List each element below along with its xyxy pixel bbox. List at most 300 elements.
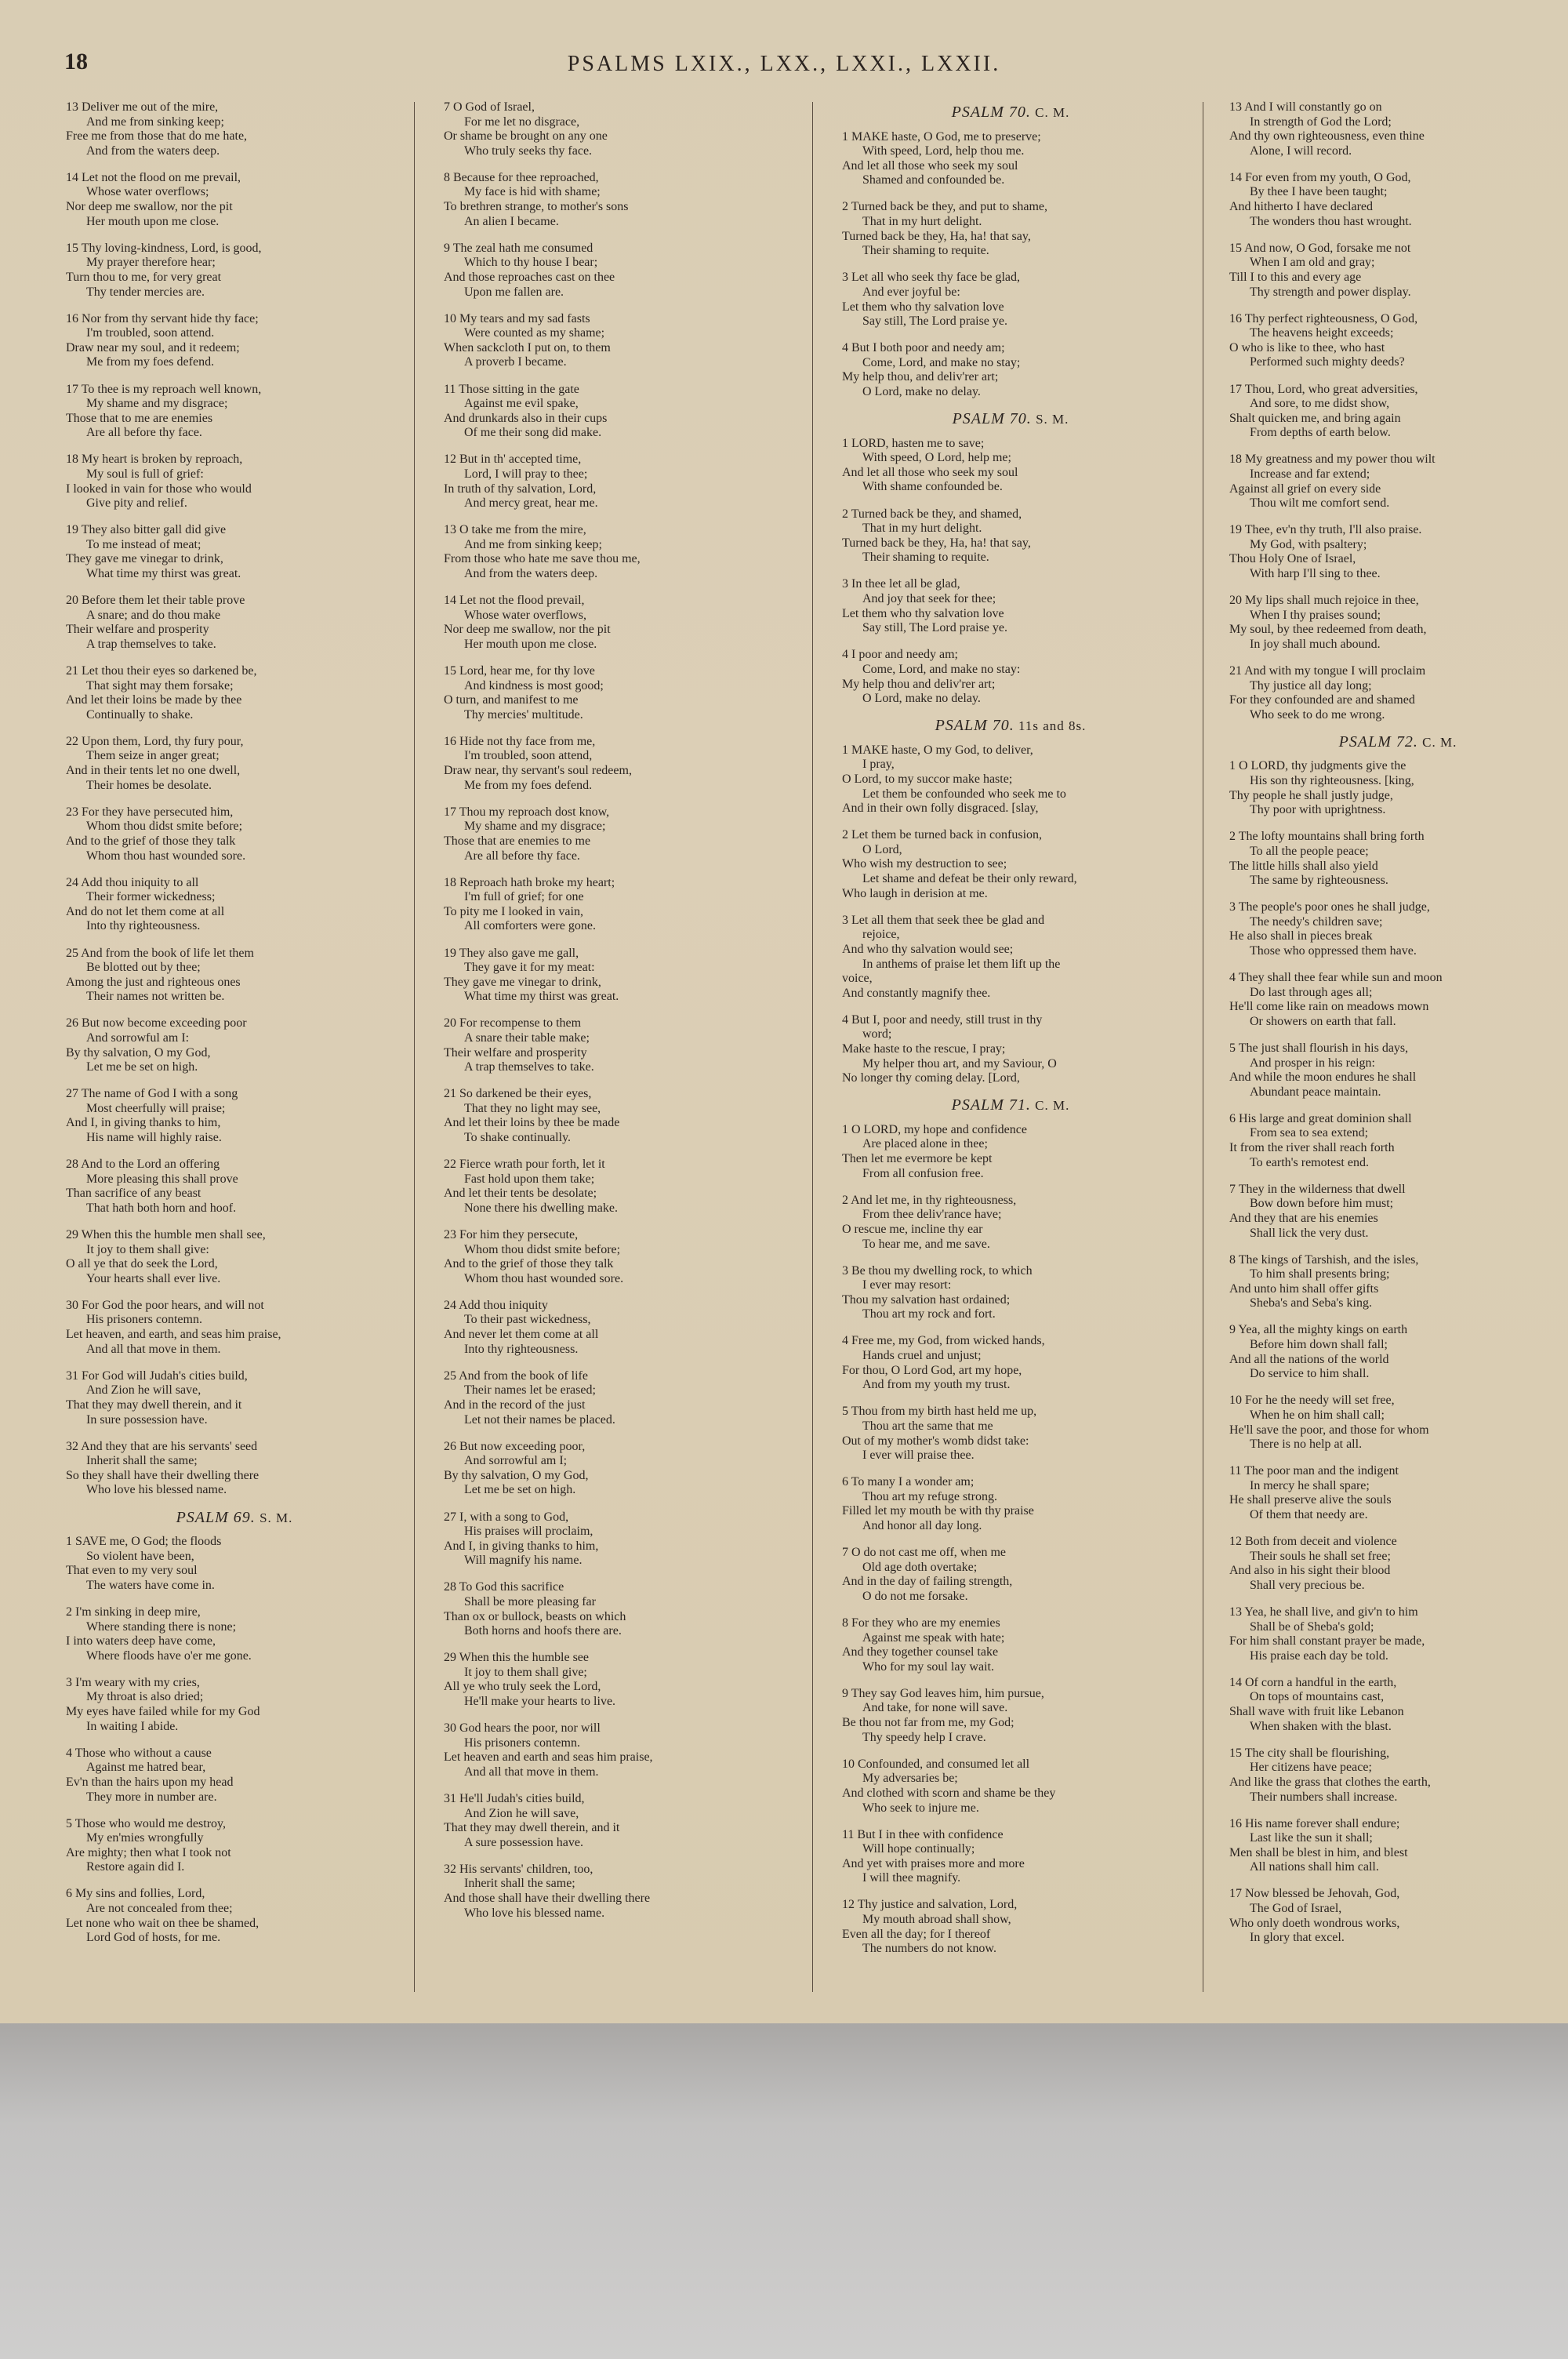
verse-line: That in my hurt delight. (862, 215, 982, 229)
verse-line: I will thee magnify. (862, 1871, 961, 1885)
verse-line: Whose water overflows; (86, 185, 209, 199)
verse-line: And from my youth my trust. (862, 1378, 1011, 1392)
verse (1229, 1253, 1566, 1311)
verse-line: That they may dwell therein, and it (66, 1398, 242, 1412)
verse-line: My soul is full of grief: (86, 467, 204, 481)
verse-line: For thou, O Lord God, art my hope, (842, 1363, 1022, 1377)
verse-line: 2 Turned back be they, and put to shame, (842, 200, 1048, 214)
verse-line: 24 Add thou iniquity to all (66, 875, 199, 889)
verse-line: It from the river shall reach forth (1229, 1141, 1395, 1155)
verse (842, 1405, 1179, 1463)
verse-line: He'll save the poor, and those for whom (1229, 1423, 1429, 1437)
verse-line: My adversaries be; (862, 1772, 958, 1786)
verse (444, 947, 781, 1005)
verse-line: And do not let them come at all (66, 904, 225, 918)
verse-line: And sorrowful am I; (464, 1454, 568, 1468)
verse-line: The heavens height exceeds; (1250, 326, 1394, 340)
verse-line: And honor all day long. (862, 1519, 982, 1532)
verse-line: O do not me forsake. (862, 1589, 968, 1603)
verse-line: 1 O LORD, thy judgments give the (1229, 759, 1406, 773)
verse-line: That they may dwell therein, and it (444, 1821, 620, 1835)
verse (1229, 1394, 1566, 1452)
verse-line: And in their tents let no one dwell, (66, 764, 241, 778)
column-4 (1229, 100, 1566, 1957)
verse-line: 11 But I in thee with confidence (842, 1827, 1004, 1841)
verse-line: Them seize in anger great; (86, 749, 220, 763)
verse-line: The needy's children save; (1250, 914, 1383, 929)
verse-line: To earth's remotest end. (1250, 1155, 1369, 1169)
verse-line: Their former wickedness; (86, 890, 216, 904)
verse (66, 1676, 403, 1734)
verse (444, 1087, 781, 1145)
verse-line: Who for my soul lay wait. (862, 1659, 994, 1674)
verse-line: 9 The zeal hath me consumed (444, 241, 593, 255)
verse-line: In mercy he shall spare; (1250, 1478, 1370, 1492)
verse-line: And all that move in them. (464, 1765, 599, 1779)
verse-line: To me instead of meat; (86, 537, 201, 551)
verse-line: I looked in vain for those who would (66, 482, 252, 496)
verse-line: Those that to me are enemies (66, 411, 213, 425)
verse-line: Or shame be brought on any one (444, 129, 608, 144)
verse-line: 13 And I will constantly go on (1229, 100, 1382, 114)
verse-line: O Lord, (862, 842, 902, 856)
column-2 (444, 100, 781, 1933)
verse (842, 1687, 1179, 1745)
verse-line: 4 I poor and needy am; (842, 648, 958, 662)
verse-line: 6 To many I a wonder am; (842, 1475, 975, 1489)
verse-line: Who seek to do me wrong. (1250, 707, 1385, 722)
verse-line: I'm troubled, soon attend. (86, 326, 215, 340)
verse (444, 523, 781, 581)
verse-line: A snare; and do thou make (86, 608, 221, 622)
column-1 (66, 100, 403, 1957)
verse-line: All ye who truly seek the Lord, (444, 1680, 601, 1694)
column-divider (812, 102, 813, 1992)
verse (842, 507, 1179, 565)
verse-line: 3 Let all them that seek thee be glad and (842, 913, 1045, 927)
verse-line: Turned back be they, Ha, ha! that say, (842, 536, 1031, 550)
verse-line: rejoice, (862, 928, 900, 942)
verse-line: Their homes be desolate. (86, 778, 212, 792)
verse (66, 1158, 403, 1216)
verse (444, 383, 781, 441)
verse-line: And drunkards also in their cups (444, 411, 608, 425)
column-3 (842, 100, 1179, 1968)
verse-line: Thy mercies' multitude. (464, 707, 583, 722)
verse-line: For they confounded are and shamed (1229, 693, 1415, 707)
verse (842, 1757, 1179, 1816)
verse-line: voice, (842, 972, 873, 986)
verse (1229, 383, 1566, 441)
verse-line: In glory that excel. (1250, 1931, 1345, 1945)
verse-line: The waters have come in. (86, 1578, 215, 1592)
verse-line: 14 Let not the flood on me prevail, (66, 170, 241, 184)
verse (66, 1016, 403, 1074)
verse-line: And clothed with scorn and shame be they (842, 1786, 1056, 1800)
verse-line: Shamed and confounded be. (862, 173, 1005, 187)
verse-line: They gave me vinegar to drink, (444, 975, 601, 989)
verse-line: Shall very precious be. (1250, 1578, 1365, 1592)
verse-line: Say still, The Lord praise ye. (862, 621, 1007, 635)
verse-line: A trap themselves to take. (464, 1060, 594, 1074)
verse-line: Nor deep me swallow, nor the pit (66, 200, 233, 214)
verse-line: Into thy righteousness. (464, 1342, 579, 1356)
verse-line: Make haste to the rescue, I pray; (842, 1041, 1006, 1056)
verse-line: 30 For God the poor hears, and will not (66, 1298, 264, 1312)
verse-line: 31 For God will Judah's cities build, (66, 1369, 248, 1383)
scan-background (0, 2023, 1568, 2359)
verse-line: For me let no disgrace, (464, 114, 580, 129)
verse-line: Thy poor with uprightness. (1250, 803, 1386, 817)
verse-line: And me from sinking keep; (86, 114, 224, 129)
verse-line: 14 Let not the flood prevail, (444, 594, 585, 608)
verse-line: What time my thirst was great. (86, 567, 241, 581)
psalm-heading (66, 1510, 403, 1526)
verse (66, 242, 403, 300)
verse-line: My help thou, and deliv'rer art; (842, 370, 999, 384)
verse (1229, 1747, 1566, 1805)
verse-line: 32 His servants' children, too, (444, 1862, 593, 1876)
verse-line: And let all those who seek my soul (842, 158, 1018, 173)
verse-line: Inherit shall the same; (86, 1454, 198, 1468)
verse-line: It joy to them shall give; (464, 1665, 587, 1679)
verse (444, 242, 781, 300)
verse-line: 7 They in the wilderness that dwell (1229, 1182, 1406, 1196)
verse-line: 16 Thy perfect righteousness, O God, (1229, 311, 1418, 325)
verse-line: The little hills shall also yield (1229, 859, 1378, 873)
verse-line: Were counted as my shame; (464, 326, 605, 340)
verse-line: He'll make your hearts to live. (464, 1695, 616, 1709)
verse-line: Let shame and defeat be their only reward, (862, 872, 1077, 886)
verse-line: 3 Let all who seek thy face be glad, (842, 271, 1021, 285)
verse-line: Come, Lord, and make no stay; (862, 355, 1021, 369)
psalm-heading (1229, 732, 1566, 751)
verse-line: The God of Israel, (1250, 1902, 1342, 1916)
verse-line: 1 MAKE haste, O God, me to preserve; (842, 129, 1041, 144)
verse-line: And all the nations of the world (1229, 1352, 1389, 1366)
verse-line: I ever will praise thee. (862, 1448, 975, 1463)
verse (444, 1721, 781, 1779)
verse (66, 1087, 403, 1145)
verse (66, 735, 403, 793)
verse-line: 4 They shall thee fear while sun and moon (1229, 971, 1443, 985)
verse-line: Thy people he shall justly judge, (1229, 788, 1393, 802)
verse (66, 1817, 403, 1875)
verse-line: And I, in giving thanks to him, (444, 1539, 599, 1553)
verse-line: My face is hid with shame; (464, 185, 601, 199)
verse-line: I'm troubled, soon attend, (464, 749, 593, 763)
verse-line: Her citizens have peace; (1250, 1761, 1372, 1775)
verse (1229, 759, 1566, 817)
verse-line: From depths of earth below. (1250, 426, 1391, 440)
verse (842, 1334, 1179, 1392)
verse (444, 664, 781, 722)
verse-line: O Lord, to my succor make haste; (842, 772, 1013, 786)
verse-line: 4 But I, poor and needy, still trust in thy (842, 1012, 1043, 1027)
verse-line: Who wish my destruction to see; (842, 857, 1007, 871)
verse-line: He also shall in pieces break (1229, 929, 1373, 943)
verse-line: Shalt quicken me, and bring again (1229, 411, 1401, 425)
verse-line: 12 But in th' accepted time, (444, 453, 582, 467)
verse-line: Than ox or bullock, beasts on which (444, 1609, 626, 1623)
verse-line: 29 When this the humble see (444, 1651, 589, 1665)
verse-line: And they together counsel take (842, 1645, 999, 1659)
verse-line: When I thy praises sound; (1250, 608, 1381, 622)
verse-line: Let none who wait on thee be shamed, (66, 1916, 260, 1930)
verse-line: Where standing there is none; (86, 1619, 237, 1634)
verse-line: 13 Deliver me out of the mire, (66, 100, 219, 114)
verse (66, 876, 403, 934)
verse-line: That even to my very soul (66, 1564, 198, 1578)
verse-line: And Zion he will save, (464, 1806, 579, 1820)
verse-line: My soul, by thee redeemed from death, (1229, 623, 1427, 637)
verse (842, 648, 1179, 706)
verse-line: To their past wickedness, (464, 1313, 591, 1327)
verse (66, 453, 403, 511)
verse-line: Filled let my mouth be with thy praise (842, 1504, 1034, 1518)
verse-line: By thy salvation, O my God, (444, 1468, 589, 1482)
verse-line: And also in his sight their blood (1229, 1564, 1391, 1578)
verse-line: Thou my salvation hast ordained; (842, 1292, 1011, 1307)
verse-line: No longer thy coming delay. [Lord, (842, 1071, 1020, 1085)
verse (842, 271, 1179, 329)
verse-line: Thy justice all day long; (1250, 678, 1372, 692)
verse-line: That sight may them forsake; (86, 678, 234, 692)
verse-line: Thy tender mercies are. (86, 285, 205, 299)
verse-line: Old age doth overtake; (862, 1560, 978, 1574)
psalm-meter: 11s and 8s. (1014, 718, 1087, 734)
verse-line: O Lord, make no delay. (862, 692, 981, 706)
verse-line: 7 O God of Israel, (444, 100, 535, 114)
verse-line: 3 I'm weary with my cries, (66, 1675, 200, 1689)
psalm-meter: C. M. (1417, 734, 1457, 750)
verse-line: 20 For recompense to them (444, 1016, 582, 1030)
verse-line: Or showers on earth that fall. (1250, 1014, 1396, 1028)
verse-line: Upon me fallen are. (464, 285, 564, 299)
verse-line: O all ye that do seek the Lord, (66, 1257, 218, 1271)
verse-line: Those who oppressed them have. (1250, 944, 1417, 958)
verse-line: 12 Thy justice and salvation, Lord, (842, 1898, 1018, 1912)
verse-line: Thou art the same that me (862, 1419, 993, 1433)
verse-line: 9 They say God leaves him, him pursue, (842, 1686, 1044, 1700)
verse (1229, 1887, 1566, 1945)
verse-line: Let them be confounded who seek me to (862, 787, 1066, 801)
verse-line: Her mouth upon me close. (86, 214, 220, 228)
verse-line: Continually to shake. (86, 707, 194, 722)
verse (444, 100, 781, 158)
verse-line: Whose water overflows, (464, 608, 586, 622)
verse (66, 312, 403, 370)
verse-line: And to the grief of those they talk (444, 1257, 614, 1271)
verse-line: With shame confounded be. (862, 480, 1003, 494)
verse-line: That in my hurt delight. (862, 522, 982, 536)
verse-line: 1 SAVE me, O God; the floods (66, 1535, 222, 1549)
verse-line: Alone, I will record. (1250, 144, 1352, 158)
verse-line: In anthems of praise let them lift up the (862, 957, 1061, 971)
verse-line: 17 Now blessed be Jehovah, God, (1229, 1887, 1400, 1901)
verse-line: They more in number are. (86, 1790, 217, 1804)
verse-line: Do service to him shall. (1250, 1367, 1370, 1381)
verse-line: Thou art my refuge strong. (862, 1489, 997, 1503)
verse-line: 8 The kings of Tarshish, and the isles, (1229, 1252, 1419, 1267)
verse-line: To pity me I looked in vain, (444, 904, 583, 918)
verse-line: Nor deep me swallow, nor the pit (444, 623, 611, 637)
verse (1229, 1817, 1566, 1875)
verse (1229, 453, 1566, 511)
verse-line: Their shaming to requite. (862, 244, 989, 258)
verse-line: Who love his blessed name. (86, 1483, 227, 1497)
verse (444, 1580, 781, 1638)
verse-line: And prosper in his reign: (1250, 1056, 1375, 1070)
psalm-heading (842, 412, 1179, 427)
verse-line: Sheba's and Seba's king. (1250, 1296, 1372, 1310)
verse-line: Are mighty; then what I took not (66, 1845, 231, 1859)
verse-line: 19 Thee, ev'n thy truth, I'll also praise. (1229, 523, 1422, 537)
column-divider (414, 102, 415, 1992)
verse-line: And constantly magnify thee. (842, 986, 991, 1000)
verse-line: They gave it for my meat: (464, 961, 595, 975)
verse-line: 17 Thou my reproach dost know, (444, 805, 610, 819)
verse-line: My help thou and deliv'rer art; (842, 677, 996, 691)
verse-line: And Zion he will save, (86, 1383, 201, 1398)
verse-line: And hitherto I have declared (1229, 200, 1374, 214)
verse-line: 10 For he the needy will set free, (1229, 1394, 1395, 1408)
verse-line: Shall wave with fruit like Lebanon (1229, 1705, 1404, 1719)
verse-line: 21 Let thou their eyes so darkened be, (66, 664, 257, 678)
psalm-heading (842, 1098, 1179, 1114)
verse-line: His praises will proclaim, (464, 1525, 593, 1539)
verse (842, 1475, 1179, 1533)
verse-line: 21 And with my tongue I will proclaim (1229, 664, 1426, 678)
verse-line: Let me be set on high. (464, 1483, 576, 1497)
verse-line: And from the waters deep. (464, 567, 598, 581)
verse-line: His prisoners contemn. (86, 1313, 202, 1327)
verse-line: When he on him shall call; (1250, 1408, 1385, 1422)
verse-line: His prisoners contemn. (464, 1736, 580, 1750)
verse-line: Then let me evermore be kept (842, 1152, 993, 1166)
psalm-meter: S. M. (1031, 412, 1069, 427)
verse-line: And they that are his enemies (1229, 1211, 1378, 1225)
page-number: 18 (64, 49, 88, 75)
verse (842, 577, 1179, 635)
verse-line: Whom thou didst smite before; (464, 1242, 621, 1256)
verse (1229, 100, 1566, 158)
verse-line: Shall be more pleasing far (464, 1594, 596, 1608)
verse-line: 11 The poor man and the indigent (1229, 1464, 1399, 1478)
verse-line: Free me from those that do me hate, (66, 129, 248, 144)
psalm-heading (842, 718, 1179, 734)
verse-line: And take, for none will save. (862, 1701, 1008, 1715)
verse (444, 453, 781, 511)
verse-line: And to the grief of those they talk (66, 834, 236, 848)
verse-line: 7 O do not cast me off, when me (842, 1546, 1006, 1560)
verse-line: From thee deliv'rance have; (862, 1208, 1002, 1222)
verse-line: For him shall constant prayer be made, (1229, 1634, 1425, 1648)
verse (66, 1228, 403, 1286)
verse-line: Men shall be blest in him, and blest (1229, 1845, 1408, 1859)
verse-line: Shall be of Sheba's gold; (1250, 1619, 1374, 1634)
psalm-meter: C. M. (1030, 105, 1070, 120)
verse-line: Turned back be they, Ha, ha! that say, (842, 229, 1031, 243)
verse-line: Whom thou hast wounded sore. (86, 849, 246, 863)
verse-line: Lord God of hosts, for me. (86, 1931, 221, 1945)
page-header (0, 49, 1568, 88)
verse-line: Who truly seeks thy face. (464, 144, 593, 158)
verse-line: In truth of thy salvation, Lord, (444, 482, 597, 496)
verse-line: Before him down shall fall; (1250, 1338, 1388, 1352)
verse-line: From all confusion free. (862, 1166, 984, 1180)
verse-line: 31 He'll Judah's cities build, (444, 1792, 585, 1805)
verse-line: Come, Lord, and make no stay: (862, 662, 1021, 676)
verse-line: More pleasing this shall prove (86, 1172, 238, 1186)
verse-line: 28 And to the Lord an offering (66, 1158, 220, 1172)
verse-line: They gave me vinegar to drink, (66, 552, 223, 566)
verse-line: And let all those who seek my soul (842, 465, 1018, 479)
verse (66, 1887, 403, 1945)
verse-line: 8 For they who are my enemies (842, 1616, 1000, 1630)
verse-line: Are all before thy face. (464, 849, 580, 863)
verse-line: 15 The city shall be flourishing, (1229, 1746, 1390, 1760)
verse-line: Against me speak with hate; (862, 1630, 1005, 1645)
verse-line: 1 MAKE haste, O my God, to deliver, (842, 743, 1033, 757)
verse (444, 876, 781, 934)
verse-line: Their welfare and prosperity (66, 623, 209, 637)
verse-line: My prayer therefore hear; (86, 256, 216, 270)
verse (444, 805, 781, 863)
verse-line: 4 But I both poor and needy am; (842, 341, 1005, 355)
verse-line: On tops of mountains cast, (1250, 1690, 1385, 1704)
verse-line: Restore again did I. (86, 1860, 185, 1874)
verse-line: To brethren strange, to mother's sons (444, 200, 629, 214)
verse (1229, 1676, 1566, 1734)
verse (1229, 1535, 1566, 1593)
verse-line: With speed, O Lord, help me; (862, 451, 1011, 465)
verse-line: With speed, Lord, help thou me. (862, 144, 1025, 158)
verse-line: My helper thou art, and my Saviour, O (862, 1056, 1057, 1070)
verse-line: Turn thou to me, for very great (66, 270, 222, 284)
verse-line: Let them who thy salvation love (842, 300, 1004, 314)
verse-line: Thy speedy help I crave. (862, 1730, 986, 1744)
verse-line: Of them that needy are. (1250, 1508, 1368, 1521)
verse-line: 2 And let me, in thy righteousness, (842, 1193, 1017, 1207)
verse-line: 6 His large and great dominion shall (1229, 1111, 1412, 1125)
verse-line: In joy shall much abound. (1250, 637, 1381, 651)
verse-line: I into waters deep have come, (66, 1634, 216, 1648)
verse-line: O rescue me, incline thy ear (842, 1222, 983, 1236)
verse-line: Which to thy house I bear; (464, 256, 598, 270)
verse (444, 1299, 781, 1357)
verse-line: Inherit shall the same; (464, 1877, 575, 1891)
verse-line: The wonders thou hast wrought. (1250, 214, 1412, 228)
verse-line: 16 Hide not thy face from me, (444, 734, 596, 748)
verse-line: Do last through ages all; (1250, 985, 1373, 999)
verse-line: Your hearts shall ever live. (86, 1271, 221, 1285)
verse-line: Most cheerfully will praise; (86, 1101, 226, 1115)
verse (1229, 594, 1566, 652)
verse-line: 2 Let them be turned back in confusion, (842, 828, 1043, 842)
verse-line: Bow down before him must; (1250, 1197, 1394, 1211)
verse (842, 1898, 1179, 1956)
verse-line: In sure possession have. (86, 1412, 208, 1427)
verse-line: His praise each day be told. (1250, 1648, 1388, 1663)
verse-line: Against me hatred bear, (86, 1761, 206, 1775)
psalm-title: PSALM 70. (951, 104, 1031, 121)
verse-line: My en'mies wrongfully (86, 1831, 204, 1845)
verse-line: An alien I became. (464, 214, 559, 228)
verse (842, 1194, 1179, 1252)
verse-line: Who only doeth wondrous works, (1229, 1916, 1400, 1930)
psalm-title: PSALM 70. (935, 717, 1014, 735)
